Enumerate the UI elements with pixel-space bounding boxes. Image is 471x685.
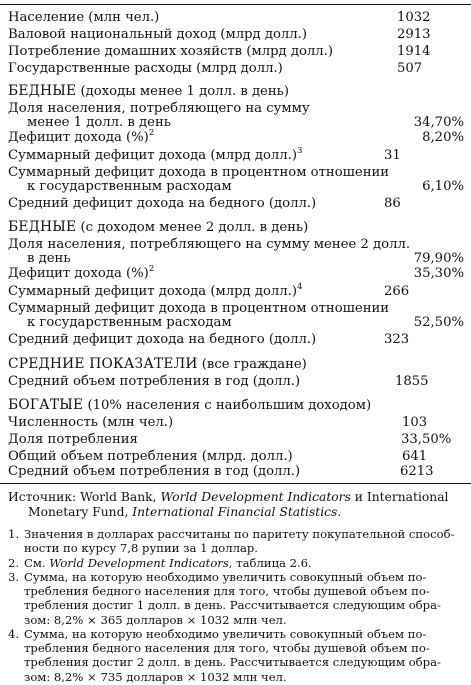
section-heading-poor-1: БЕДНЫЕ (доходы менее 1 долл. в день) xyxy=(8,83,289,99)
row-label: Суммарный дефицит дохода в процентном отношении xyxy=(8,301,390,316)
footnote-ref: 4 xyxy=(297,281,303,292)
row-value: 35,30% xyxy=(413,266,464,281)
row-value: 323 xyxy=(384,332,410,347)
row-label: Население (млн чел.) xyxy=(8,10,160,25)
row-value: 34,70% xyxy=(413,115,464,130)
footnote-4: 4. Сумма, на которую необходимо увеличить совокупный объем по- требления бедного населения для того, чтобы душевой объем по- требления достиг 2 долл. в день. Рассчитывается следующим обра- зом: 8,2% × 735 долларов × 1032 млн чел. xyxy=(8,627,441,684)
row-label: Численность (млн чел.) xyxy=(8,415,174,430)
row-label: Средний объем потребления в год (долл.) xyxy=(8,374,301,389)
row-value: 79,90% xyxy=(413,251,464,266)
row-label: Суммарный дефицит дохода в процентном отношении xyxy=(8,165,390,180)
row-value: 31 xyxy=(384,148,401,163)
row-value: 1914 xyxy=(397,44,431,59)
row-label: Валовой национальный доход (млрд долл.) xyxy=(8,27,307,42)
source-ifs: International Financial Statistics xyxy=(132,505,338,519)
section-heading-poor-2: БЕДНЫЕ (с доходом менее 2 долл. в день) xyxy=(8,219,309,235)
row-value: 33,50% xyxy=(401,432,452,447)
footnote-3: 3. Сумма, на которую необходимо увеличить совокупный объем по- требления бедного населения для того, чтобы душевой объем по- требления достиг 1 долл. в день. Рассчитывается следующим обра- зом: 8,2% × 365 долларов × 1032 млн чел. xyxy=(8,570,441,627)
table-bottom-rule xyxy=(0,483,471,484)
row-label: к государственным расходам xyxy=(27,179,232,194)
footnote-ref: 3 xyxy=(297,145,303,156)
row-label: Суммарный дефицит дохода (млрд долл.)$^3$ xyxy=(8,145,303,163)
row-value: 266 xyxy=(384,284,410,299)
footnote-ref: 2 xyxy=(148,127,155,138)
row-label: Доля потребления xyxy=(8,432,138,447)
row-label: Доля населения, потребляющего на сумму менее 2 долл. xyxy=(8,237,411,252)
row-label: Суммарный дефицит дохода (млрд долл.)$^4$ xyxy=(8,281,303,299)
row-value: 6,10% xyxy=(422,179,464,194)
row-label: в день xyxy=(27,251,71,266)
row-value: 8,20% xyxy=(422,130,464,145)
row-value: 641 xyxy=(402,449,428,464)
row-label: Средний дефицит дохода на бедного (долл.) xyxy=(8,332,317,347)
row-label: Средний дефицит дохода на бедного (долл.) xyxy=(8,196,317,211)
row-value: 1855 xyxy=(395,374,429,389)
row-value: 2913 xyxy=(397,27,431,42)
row-value: 6213 xyxy=(400,464,434,479)
top-rule xyxy=(0,4,471,5)
row-value: 86 xyxy=(384,196,401,211)
row-value: 1032 xyxy=(397,10,431,25)
row-label: Доля населения, потребляющего на сумму xyxy=(8,101,310,116)
row-label: Потребление домашних хозяйств (млрд долл.) xyxy=(8,44,333,59)
footnote-1: 1. Значения в долларах рассчитаны по паритету покупательной способ- ности по курсу 7,8 рупии за 1 доллар. xyxy=(8,527,455,556)
row-value: 103 xyxy=(402,415,428,430)
footnote-2: 2. См. World Development Indicators, таблица 2.6. xyxy=(8,556,312,570)
source-line: Источник: World Bank, World Development Indicators и International Monetary Fund, International Financial Statistics. xyxy=(8,490,449,519)
row-label: к государственным расходам xyxy=(27,315,232,330)
row-value: 52,50% xyxy=(413,315,464,330)
row-label: менее 1 долл. в день xyxy=(27,115,171,130)
section-heading-rich: БОГАТЫЕ (10% населения с наибольшим доходом) xyxy=(8,397,372,413)
row-label: Государственные расходы (млрд долл.) xyxy=(8,61,283,76)
row-value: 507 xyxy=(397,61,423,76)
source-wdi: World Development Indicators xyxy=(160,490,351,504)
row-label: Общий объем потребления (млрд. долл.) xyxy=(8,449,293,464)
footnote-ref: 2 xyxy=(148,263,155,274)
row-label: Дефицит дохода (%)$^2$ xyxy=(8,127,155,145)
row-label: Средний объем потребления в год (долл.) xyxy=(8,464,301,479)
row-label: Дефицит дохода (%)$^2$ xyxy=(8,263,155,281)
section-heading-average: СРЕДНИЕ ПОКАЗАТЕЛИ (все граждане) xyxy=(8,356,307,372)
